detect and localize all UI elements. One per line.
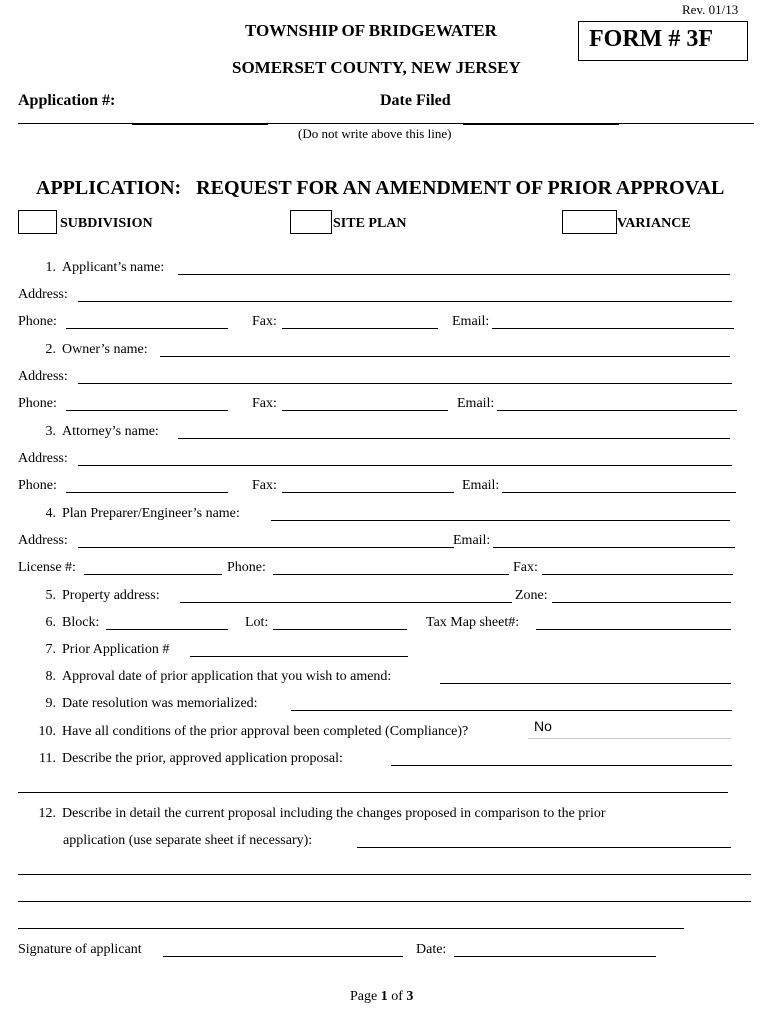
compliance-label: [38, 724, 468, 740]
item-number: 4.: [45, 506, 56, 521]
owner-name-label: [38, 342, 148, 358]
owner-address-field[interactable]: [78, 383, 732, 384]
item-number: 1.: [45, 260, 56, 275]
engineer-address-label: Address:: [18, 533, 68, 548]
engineer-address-field[interactable]: [78, 547, 454, 548]
page-indicator: [350, 989, 413, 1005]
approval-date-label: [38, 669, 391, 685]
engineer-name-field[interactable]: [271, 520, 730, 521]
engineer-phone-label: Phone:: [227, 560, 266, 575]
site-plan-label: SITE PLAN: [333, 216, 407, 231]
applicant-name-field[interactable]: [178, 274, 730, 275]
subdivision-label: SUBDIVISION: [60, 216, 153, 231]
attorney-email-field[interactable]: [502, 492, 736, 493]
engineer-license-field[interactable]: [84, 574, 222, 575]
owner-fax-field[interactable]: [282, 410, 448, 411]
do-not-write-note: (Do not write above this line): [298, 126, 452, 141]
engineer-name-text: Plan Preparer/Engineer’s name:: [62, 506, 240, 521]
item-number: 8.: [45, 669, 56, 684]
item-number: 12.: [38, 806, 56, 821]
block-text: Block:: [62, 615, 100, 630]
zone-label: Zone:: [515, 588, 548, 603]
variance-checkbox[interactable]: [562, 210, 617, 234]
memorialized-date-field[interactable]: [291, 710, 732, 711]
form-title: APPLICATION: REQUEST FOR AN AMENDMENT OF PRIOR APPROVAL: [36, 177, 725, 199]
current-proposal-field-line-3[interactable]: [18, 901, 751, 902]
prior-proposal-field-line-2[interactable]: [18, 792, 728, 793]
item-number: 2.: [45, 342, 56, 357]
township-title: TOWNSHIP OF BRIDGEWATER: [245, 21, 497, 40]
current-proposal-label-line-2: application (use separate sheet if necessary):: [63, 833, 313, 848]
applicant-email-field[interactable]: [492, 328, 734, 329]
block-field[interactable]: [106, 629, 228, 630]
form-number: FORM # 3F: [589, 26, 713, 52]
owner-email-label: Email:: [457, 396, 495, 411]
page-number: 1: [380, 989, 388, 1004]
owner-name-text: Owner’s name:: [62, 342, 148, 357]
engineer-fax-field[interactable]: [542, 574, 733, 575]
item-number: 3.: [45, 424, 56, 439]
owner-address-label: Address:: [18, 369, 68, 384]
engineer-email-label: Email:: [453, 533, 491, 548]
page-total: 3: [406, 989, 414, 1004]
applicant-email-label: Email:: [452, 314, 490, 329]
form-number-box: [578, 21, 748, 61]
item-number: 10.: [38, 724, 56, 739]
compliance-answer: No: [534, 718, 552, 734]
engineer-phone-field[interactable]: [273, 574, 509, 575]
engineer-license-label: License #:: [18, 560, 76, 575]
item-number: 5.: [45, 588, 56, 603]
prior-application-text: Prior Application #: [62, 642, 170, 657]
attorney-name-text: Attorney’s name:: [62, 424, 159, 439]
attorney-phone-label: Phone:: [18, 478, 57, 493]
applicant-address-field[interactable]: [78, 301, 732, 302]
current-proposal-field-line-4[interactable]: [18, 928, 684, 929]
date-filed-label: Date Filed: [380, 92, 451, 109]
item-number: 6.: [45, 615, 56, 630]
tax-map-field[interactable]: [536, 629, 731, 630]
owner-fax-label: Fax:: [252, 396, 277, 411]
item-number: 9.: [45, 696, 56, 711]
property-address-text: Property address:: [62, 588, 160, 603]
applicant-phone-label: Phone:: [18, 314, 57, 329]
revision-label: Rev. 01/13: [682, 2, 739, 17]
approval-date-field[interactable]: [440, 683, 731, 684]
attorney-phone-field[interactable]: [66, 492, 228, 493]
owner-phone-field[interactable]: [66, 410, 228, 411]
current-proposal-field-line-2[interactable]: [18, 874, 751, 875]
prior-proposal-label: [38, 751, 343, 767]
applicant-fax-field[interactable]: [282, 328, 438, 329]
prior-proposal-text: Describe the prior, approved application proposal:: [62, 751, 343, 766]
applicant-name-label: [38, 260, 164, 276]
variance-label: VARIANCE: [617, 216, 691, 231]
attorney-address-field[interactable]: [78, 465, 732, 466]
site-plan-checkbox[interactable]: [290, 210, 332, 234]
engineer-name-label: [38, 506, 240, 522]
engineer-fax-label: Fax:: [513, 560, 538, 575]
owner-email-field[interactable]: [497, 410, 737, 411]
current-proposal-field[interactable]: [357, 847, 731, 848]
signature-label: Signature of applicant: [18, 942, 142, 957]
engineer-email-field[interactable]: [493, 547, 735, 548]
attorney-fax-field[interactable]: [282, 492, 454, 493]
application-number-label: Application #:: [18, 92, 116, 109]
prior-proposal-field[interactable]: [391, 765, 732, 766]
item-number: 11.: [39, 751, 56, 766]
lot-label: Lot:: [245, 615, 269, 630]
subdivision-checkbox[interactable]: [18, 210, 57, 234]
attorney-name-label: [38, 424, 159, 440]
block-label: [38, 615, 99, 631]
memorialized-date-text: Date resolution was memorialized:: [62, 696, 258, 711]
applicant-name-text: Applicant’s name:: [62, 260, 165, 275]
approval-date-text: Approval date of prior application that you wish to amend:: [62, 669, 392, 684]
current-proposal-label: [38, 806, 606, 822]
prior-application-label: [38, 642, 169, 658]
prior-application-field[interactable]: [190, 656, 408, 657]
signature-field[interactable]: [163, 956, 403, 957]
attorney-fax-label: Fax:: [252, 478, 277, 493]
signature-date-label: Date:: [416, 942, 447, 957]
attorney-address-label: Address:: [18, 451, 68, 466]
item-number: 7.: [45, 642, 56, 657]
applicant-phone-field[interactable]: [66, 328, 228, 329]
zone-field[interactable]: [552, 602, 731, 603]
tax-map-label: Tax Map sheet#:: [426, 615, 520, 630]
attorney-name-field[interactable]: [178, 438, 730, 439]
signature-date-field[interactable]: [454, 956, 656, 957]
header-divider: [18, 123, 754, 124]
compliance-text: Have all conditions of the prior approval been completed (Compliance)?: [62, 724, 469, 739]
page-word: Page: [350, 989, 378, 1004]
compliance-answer-field[interactable]: [528, 718, 731, 739]
county-title: SOMERSET COUNTY, NEW JERSEY: [232, 58, 521, 77]
owner-name-field[interactable]: [160, 356, 730, 357]
applicant-fax-label: Fax:: [252, 314, 277, 329]
current-proposal-text: Describe in detail the current proposal including the changes proposed in comparison to the prior: [62, 806, 606, 821]
owner-phone-label: Phone:: [18, 396, 57, 411]
of-word: of: [391, 989, 403, 1004]
property-address-field[interactable]: [180, 602, 512, 603]
memorialized-date-label: [38, 696, 258, 712]
lot-field[interactable]: [273, 629, 407, 630]
property-address-label: [38, 588, 160, 604]
attorney-email-label: Email:: [462, 478, 500, 493]
applicant-address-label: Address:: [18, 287, 68, 302]
